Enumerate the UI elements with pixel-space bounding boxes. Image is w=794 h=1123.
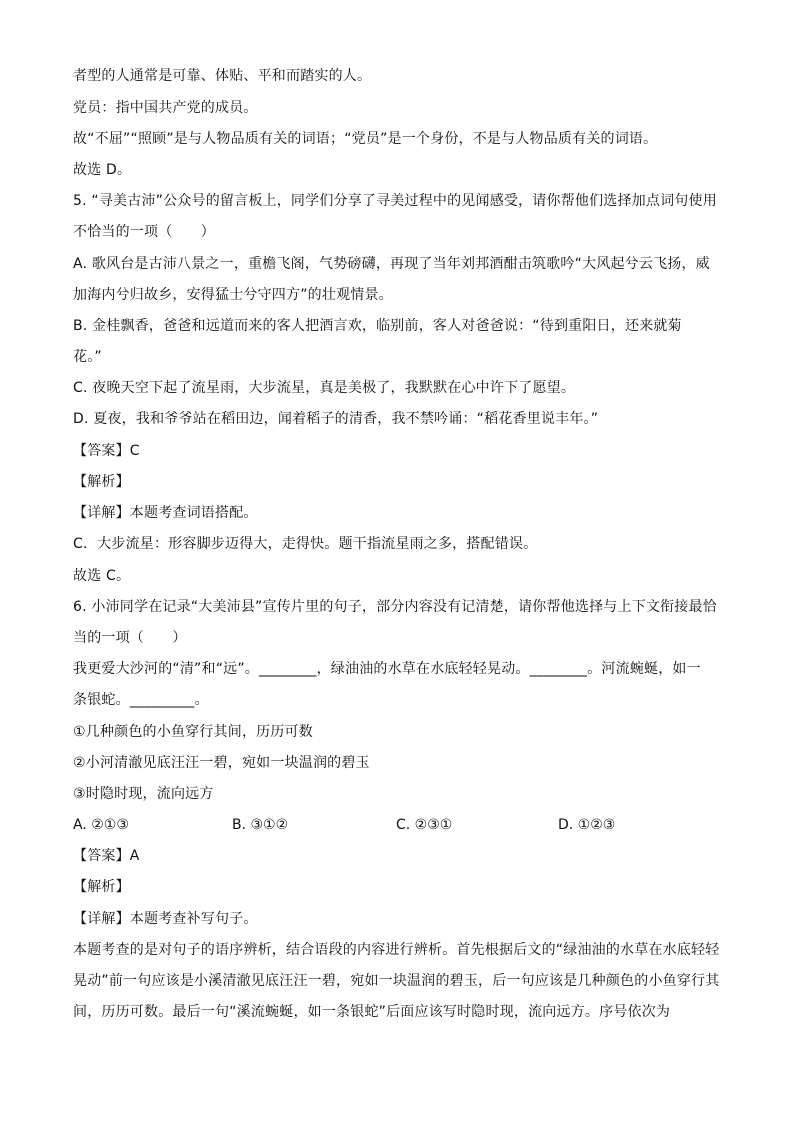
option-a: 加海内兮归故乡，安得猛士兮守四方”的壮观情景。 xyxy=(73,287,393,303)
option-d: D. ①②③ xyxy=(558,817,616,833)
question-5-stem: 不恰当的一项（ ） xyxy=(73,224,215,240)
option-a: A. ②①③ xyxy=(73,817,129,833)
text-line: 晃动”前一句应该是小溪清澈见底汪汪一碧，宛如一块温润的碧玉，后一句应该是几种颜色的小鱼穿行其 xyxy=(73,973,720,989)
analysis-label: 【解析】 xyxy=(73,474,130,490)
detail-explanation: 【详解】本题考查词语搭配。 xyxy=(73,505,258,521)
answer-label: 【答案】A xyxy=(73,848,140,864)
sentence-3: ③时隐时现，流向远方 xyxy=(73,786,214,802)
question-5-stem: 5. “寻美古沛”公众号的留言板上，同学们分享了寻美过程中的见闻感受，请你帮他们选择加点词句使用 xyxy=(73,193,717,209)
analysis-label: 【解析】 xyxy=(73,879,130,895)
option-a: A. 歌风台是古沛八景之一，重檐飞阁，气势磅礴，再现了当年刘邦酒酣击筑歌吟“大风起兮云飞扬，威 xyxy=(73,256,710,272)
text-line: 故选 D。 xyxy=(73,162,132,178)
answer-label: 【答案】C xyxy=(73,443,140,459)
text-line: 间，历历可数。最后一句“溪流蜿蜒，如一条银蛇”后面应该写时隐时现，流向远方。序号依次为 xyxy=(73,1004,671,1020)
question-6-stem: 当的一项（ ） xyxy=(73,630,187,646)
option-c: C. 夜晚天空下起了流星雨，大步流星，真是美极了，我默默在心中许下了愿望。 xyxy=(73,380,576,396)
passage-line: 条银蛇。_________。 xyxy=(73,692,209,708)
detail-explanation: 【详解】本题考查补写句子。 xyxy=(73,911,258,927)
sentence-2: ②小河清澈见底汪汪一碧，宛如一块温润的碧玉 xyxy=(73,755,370,771)
option-b: B. ③①② xyxy=(232,817,289,833)
option-d: D. 夏夜，我和爷爷站在稻田边，闻着稻子的清香，我不禁吟诵：“稻花香里说丰年。” xyxy=(73,411,599,427)
text-line: C．大步流星：形容脚步迈得大，走得快。题干指流星雨之多，搭配错误。 xyxy=(73,536,538,552)
sentence-1: ①几种颜色的小鱼穿行其间，历历可数 xyxy=(73,724,313,740)
text-line: 者型的人通常是可靠、体贴、平和而踏实的人。 xyxy=(73,68,372,84)
text-line: 党员：指中国共产党的成员。 xyxy=(73,100,258,116)
text-line: 本题考查的是对句子的语序辨析，结合语段的内容进行辨析。首先根据后文的“绿油油的水草在水底轻轻 xyxy=(73,942,720,958)
option-b: B. 金桂飘香，爸爸和远道而来的客人把酒言欢，临别前，客人对爸爸说：“待到重阳日，还来就菊 xyxy=(73,318,682,334)
text-line: 故选 C。 xyxy=(73,568,131,584)
passage-line: 我更爱大沙河的“清”和“远”。________，绿油油的水草在水底轻轻晃动。________。河流蜿蜒，如一 xyxy=(73,661,701,677)
question-6-stem: 6. 小沛同学在记录“大美沛县”宣传片里的句子，部分内容没有记清楚，请你帮他选择与上下文衔接最恰 xyxy=(73,599,717,615)
option-b: 花。” xyxy=(73,349,102,365)
text-line: 故“不屈”“照顾”是与人物品质有关的词语；“党员”是一个身份，不是与人物品质有关的词语。 xyxy=(73,131,658,147)
option-c: C. ②③① xyxy=(396,817,453,833)
